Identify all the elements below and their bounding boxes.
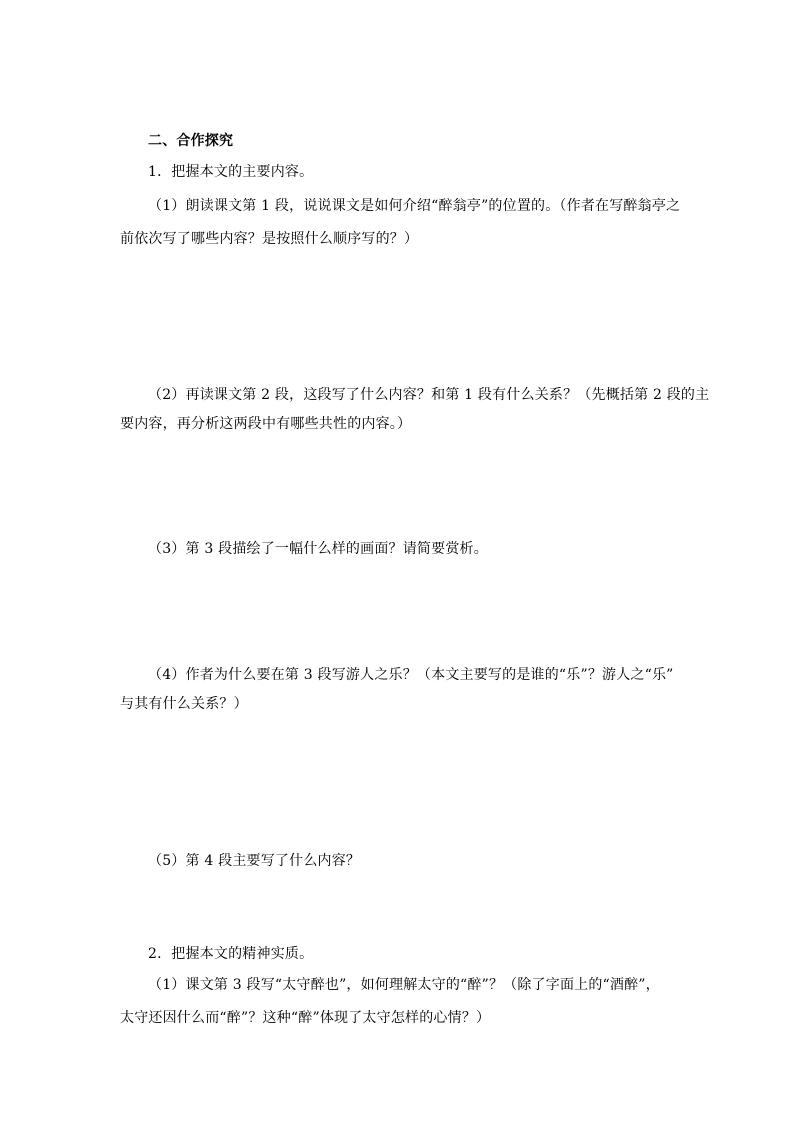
q1-4-line1: （4）作者为什么要在第 3 段写游人之乐？（本文主要写的是谁的“乐”？游人之“乐” [148, 667, 674, 683]
part2-title: 2．把握本文的精神实质。 [148, 946, 314, 962]
section-title: 二、合作探究 [148, 133, 234, 149]
q1-5-line1: （5）第 4 段主要写了什么内容？ [148, 853, 361, 869]
q1-2-line2: 要内容，再分析这两段中有哪些共性的内容。） [120, 416, 412, 432]
q2-1-line1: （1）课文第 3 段写“太守醉也”，如何理解太守的“醉”？（除了字面上的“酒醉”， [148, 977, 660, 993]
q1-4-line2: 与其有什么关系？） [120, 696, 248, 712]
q1-1-line2: 前依次写了哪些内容？是按照什么顺序写的？） [120, 231, 419, 247]
q1-2-line1: （2）再读课文第 2 段，这段写了什么内容？和第 1 段有什么关系？（先概括第 2 段的主 [148, 387, 710, 403]
part1-title: 1．把握本文的主要内容。 [148, 164, 314, 180]
q1-1-line1: （1）朗读课文第 1 段，说说课文是如何介绍“醉翁亭”的位置的。（作者在写醉翁亭之 [148, 198, 681, 214]
q2-1-line2: 太守还因什么而“醉”？这种“醉”体现了太守怎样的心情？） [120, 1010, 491, 1026]
q1-3-line1: （3）第 3 段描绘了一幅什么样的画面？请简要赏析。 [148, 541, 488, 557]
